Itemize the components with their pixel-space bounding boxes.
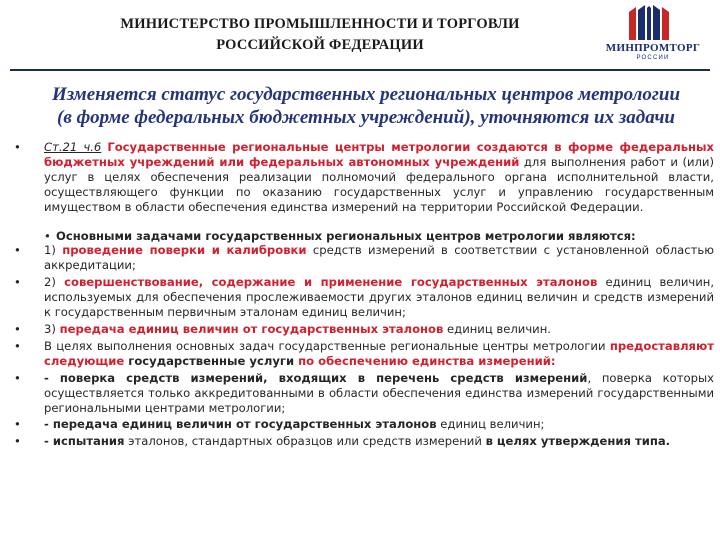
bullet: • (14, 434, 21, 449)
service-rest: эталонов, стандартных образцов или средств измерений (124, 434, 486, 449)
logo-subtitle: РОССИИ (636, 55, 670, 61)
bullet: • (14, 275, 21, 290)
services-mid: государственные услуги (124, 353, 299, 368)
tasks-heading: Основными задачами государственных региональных центров метрологии являются: (56, 228, 636, 243)
service-rest: единиц величин; (436, 417, 545, 432)
logo-name: МИНПРОМТОРГ (605, 42, 701, 54)
task-number: 1) (44, 243, 56, 258)
services-highlight-1: предоставляют следующие (44, 338, 714, 368)
tasks-heading-row (6, 229, 714, 244)
title-line-2: (в форме федеральных бюджетных учреждений), уточняются их задачи (57, 107, 675, 128)
bullet: • (14, 243, 21, 258)
task-rest: единиц величин. (443, 321, 551, 336)
header-divider (10, 69, 710, 71)
service-item (6, 371, 714, 416)
task-rest: средств измерений в соответствии с установленной областью аккредитации; (44, 243, 714, 273)
service-item (6, 434, 714, 449)
intro-highlight: Государственные региональные центры метрологии создаются в форме федеральных бюджетных учреждений или федеральных автономных учреждений (44, 140, 714, 169)
task-highlight: передача единиц величин от государственных эталонов (59, 321, 444, 336)
task-number: 2) (44, 275, 56, 290)
task-item (6, 243, 714, 273)
header (0, 0, 720, 68)
slide-body (6, 140, 714, 449)
service-item (6, 417, 714, 432)
title-line-1: Изменяется статус государственных региональных центров метрологии (51, 84, 681, 105)
service-bold: - испытания (44, 434, 125, 449)
task-highlight: проведение поверки и калибровки (62, 243, 307, 258)
intro-paragraph (6, 140, 714, 215)
service-bold: - передача единиц величин от государственных эталонов (44, 417, 437, 432)
ministry-line-2: РОССИЙСКОЙ ФЕДЕРАЦИИ (216, 37, 424, 53)
task-item (6, 275, 714, 320)
bullet: • (14, 370, 21, 385)
services-highlight-2: по обеспечению единства измерений: (298, 353, 556, 368)
task-number: 3) (44, 321, 56, 336)
ministry-name (40, 14, 600, 56)
bullet: • (44, 228, 51, 243)
task-item (6, 322, 714, 337)
bullet: • (14, 321, 21, 336)
service-rest: , поверка которых осуществляется только аккредитованными в области обеспечения единства измерений государственными региональными центрами метрологии; (44, 370, 714, 415)
building-icon (626, 4, 672, 42)
bullet: • (14, 417, 21, 432)
task-rest: единиц величин, используемых для обеспечения прослеживаемости других эталонов единиц величин и средств измерений к государственным первичным эталонам единиц величин; (44, 275, 715, 320)
slide-title (16, 83, 716, 129)
services-lead: В целях выполнения основных задач государственные региональные центры метрологии (44, 338, 610, 353)
bullet: • (14, 338, 21, 353)
services-paragraph (6, 339, 714, 369)
task-highlight: совершенствование, содержание и применение государственных эталонов (64, 275, 598, 290)
minpromtorg-logo (594, 4, 712, 64)
article-reference: Ст.21 ч.6 (44, 140, 102, 154)
intro-rest: для выполнения работ и (или) услуг в целях обеспечения реализации полномочий федерального органа исполнительной власти, осуществляющего функции по оказанию государственных услуг и управлению государственным имуществом в области обеспечения единства измерений на территории Российской Федерации. (44, 154, 714, 214)
bullet: • (14, 140, 21, 154)
ministry-line-1: МИНИСТЕРСТВО ПРОМЫШЛЕННОСТИ И ТОРГОВЛИ (120, 16, 520, 32)
service-bold-end: в целях утверждения типа. (485, 434, 671, 449)
service-bold: - поверка средств измерений, входящих в перечень средств измерений (44, 370, 588, 385)
